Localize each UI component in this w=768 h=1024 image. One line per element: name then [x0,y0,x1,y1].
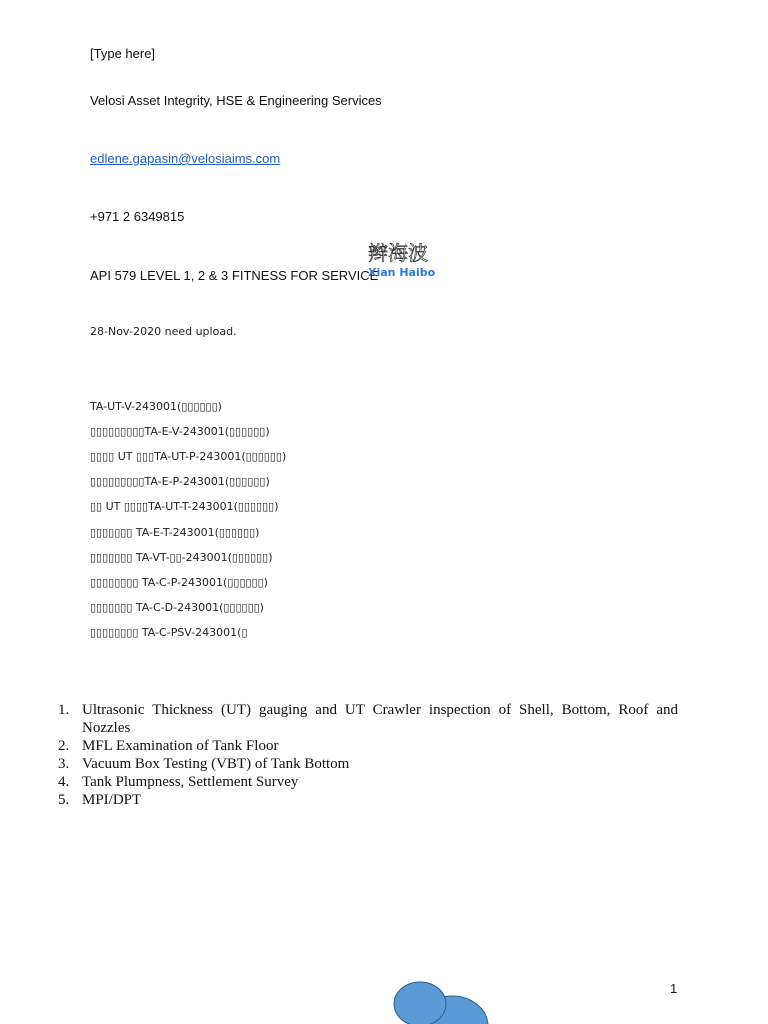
list-item-number: 1. [58,702,70,718]
code-line: ▯▯▯▯ UT ▯▯▯TA-UT-P-243001(▯▯▯▯▯▯) [90,450,287,464]
list-item-text: Ultrasonic Thickness (UT) gauging and UT Crawler inspection of Shell, Bottom, Roof and Nozzles [82,702,678,736]
list-item-text: Vacuum Box Testing (VBT) of Tank Bottom [82,756,350,772]
code-line: ▯▯▯▯▯▯▯ TA-E-T-243001(▯▯▯▯▯▯) [90,525,260,539]
code-line: ▯▯▯▯▯▯▯▯ TA-C-PSV-243001(▯ [90,625,248,639]
code-line: ▯▯▯▯▯▯▯▯▯TA-E-V-243001(▯▯▯▯▯▯) [90,425,270,439]
list-item [58,737,678,755]
list-item [58,755,678,773]
list-item-number: 5. [58,792,70,808]
list-item-number: 2. [58,738,70,754]
service-title: API 579 LEVEL 1, 2 & 3 FITNESS FOR SERVICE [90,268,379,283]
list-item [58,773,678,791]
svg-text:辫海波: 辫海波 [368,241,428,265]
blue-shape [380,976,500,1024]
signature [366,238,438,284]
header-placeholder: [Type here] [90,46,156,61]
list-item [58,701,678,737]
upload-note: 28-Nov-2020 need upload. [90,325,237,338]
email-link[interactable]: edlene.gapasin@velosiaims.com [90,151,281,166]
list-item-text: Tank Plumpness, Settlement Survey [82,774,299,790]
phone-number: +971 2 6349815 [90,209,185,224]
list-item-text: MFL Examination of Tank Floor [82,738,279,754]
list-item [58,791,678,809]
signature-stamp-icon [366,238,438,284]
code-line: ▯▯▯▯▯▯▯ TA-VT-▯▯-243001(▯▯▯▯▯▯) [90,550,273,564]
code-line: ▯▯▯▯▯▯▯▯ TA-C-P-243001(▯▯▯▯▯▯) [90,575,268,589]
code-line: TA-UT-V-243001(▯▯▯▯▯▯) [90,400,222,413]
svg-text:Xian Haibo: Xian Haibo [368,266,436,279]
company-name: Velosi Asset Integrity, HSE & Engineering Services [90,93,382,108]
inspection-list [58,701,678,809]
list-item-number: 4. [58,774,70,790]
code-line: ▯▯▯▯▯▯▯ TA-C-D-243001(▯▯▯▯▯▯) [90,600,264,614]
page-number: 1 [670,981,678,996]
list-item-text: MPI/DPT [82,792,142,808]
list-item-number: 3. [58,756,70,772]
code-line: ▯▯ UT ▯▯▯▯TA-UT-T-243001(▯▯▯▯▯▯) [90,500,279,514]
code-line: ▯▯▯▯▯▯▯▯▯TA-E-P-243001(▯▯▯▯▯▯) [90,475,270,489]
